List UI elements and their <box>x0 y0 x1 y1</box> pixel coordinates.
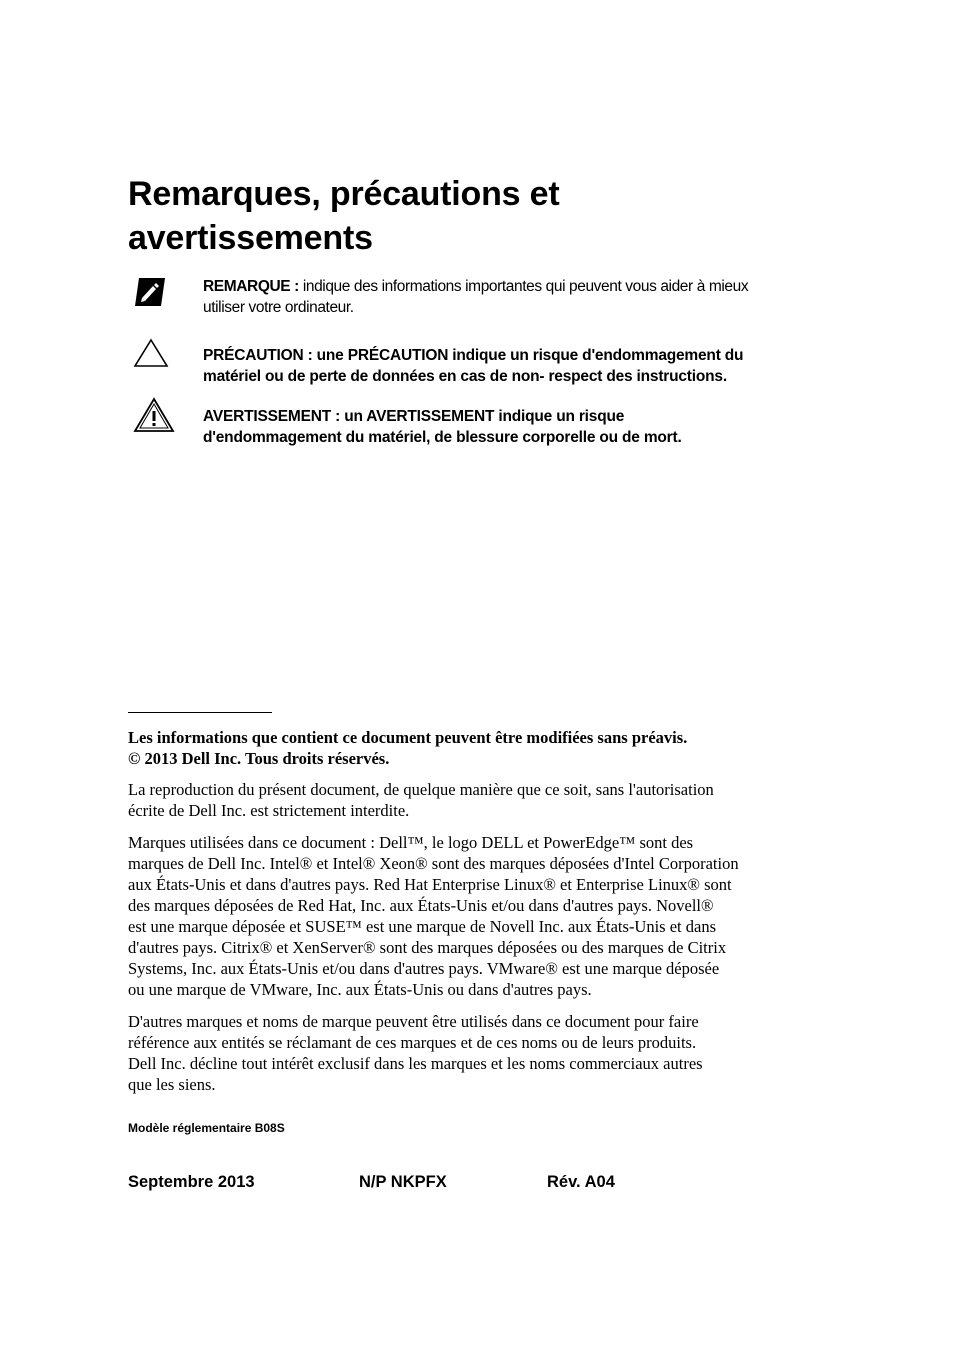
trademark-line: des marques déposées de Red Hat, Inc. aux États-Unis et/ou dans d'autres pays. Novell® <box>128 896 714 915</box>
repro-line: La reproduction du présent document, de quelque manière que ce soit, sans l'autorisation <box>128 780 714 799</box>
trademarks-paragraph <box>128 832 788 1000</box>
revision: Rév. A04 <box>547 1173 615 1191</box>
info-line-1: Les informations que contient ce document peuvent être modifiées sans préavis. <box>128 728 688 747</box>
copyright-line: © 2013 Dell Inc. Tous droits réservés. <box>128 749 390 768</box>
other-marks-paragraph <box>128 1011 788 1095</box>
caution-text-line-2: matériel ou de perte de données en cas de non- respect des instructions. <box>203 368 727 385</box>
caution-notice <box>203 345 803 387</box>
repro-line: écrite de Dell Inc. est strictement interdite. <box>128 801 410 820</box>
note-text-line-2: utiliser votre ordinateur. <box>203 299 354 316</box>
note-notice <box>203 276 803 318</box>
caution-triangle-icon <box>133 338 169 373</box>
part-number: N/P NKPFX <box>359 1173 447 1191</box>
page-title <box>128 172 828 260</box>
other-marks-line: Dell Inc. décline tout intérêt exclusif dans les marques et les noms commerciaux autres <box>128 1054 703 1073</box>
trademark-line: est une marque déposée et SUSE™ est une marque de Novell Inc. aux États-Unis et dans <box>128 917 717 936</box>
warning-notice <box>203 406 803 448</box>
trademark-line: aux États-Unis et dans d'autres pays. Red Hat Enterprise Linux® et Enterprise Linux® sont <box>128 875 732 894</box>
caution-text-line-1: PRÉCAUTION : une PRÉCAUTION indique un risque d'endommagement du <box>203 347 744 364</box>
trademark-line: Marques utilisées dans ce document : Dell™, le logo DELL et PowerEdge™ sont des <box>128 833 694 852</box>
page-title-line-1: Remarques, précautions et <box>128 175 560 213</box>
footnote-divider <box>128 712 272 713</box>
trademark-line: ou une marque de VMware, Inc. aux États-Unis ou dans d'autres pays. <box>128 980 592 999</box>
other-marks-line: référence aux entités se réclamant de ces marques et de ces noms ou de leurs produits. <box>128 1033 697 1052</box>
other-marks-line: D'autres marques et noms de marque peuvent être utilisés dans ce document pour faire <box>128 1012 699 1031</box>
note-text-line-1: indique des informations importantes qui peuvent vous aider à mieux <box>302 278 749 295</box>
warning-text-line-2: d'endommagement du matériel, de blessure corporelle ou de mort. <box>203 429 682 446</box>
other-marks-line: que les siens. <box>128 1075 216 1094</box>
trademark-line: d'autres pays. Citrix® et XenServer® sont des marques déposées ou des marques de Citrix <box>128 938 727 957</box>
note-label: REMARQUE : <box>203 278 299 295</box>
publication-date: Septembre 2013 <box>128 1173 255 1191</box>
regulatory-model: Modèle réglementaire B08S <box>128 1121 285 1135</box>
reproduction-paragraph <box>128 779 788 821</box>
trademark-line: marques de Dell Inc. Intel® et Intel® Xeon® sont des marques déposées d'Intel Corporation <box>128 854 739 873</box>
page-title-line-2: avertissements <box>128 219 373 257</box>
note-pencil-icon <box>133 277 167 312</box>
warning-exclamation-icon <box>133 397 175 438</box>
warning-text-line-1: AVERTISSEMENT : un AVERTISSEMENT indique un risque <box>203 408 625 425</box>
trademark-line: Systems, Inc. aux États-Unis et/ou dans d'autres pays. VMware® est une marque déposée <box>128 959 720 978</box>
legal-info <box>128 727 788 769</box>
